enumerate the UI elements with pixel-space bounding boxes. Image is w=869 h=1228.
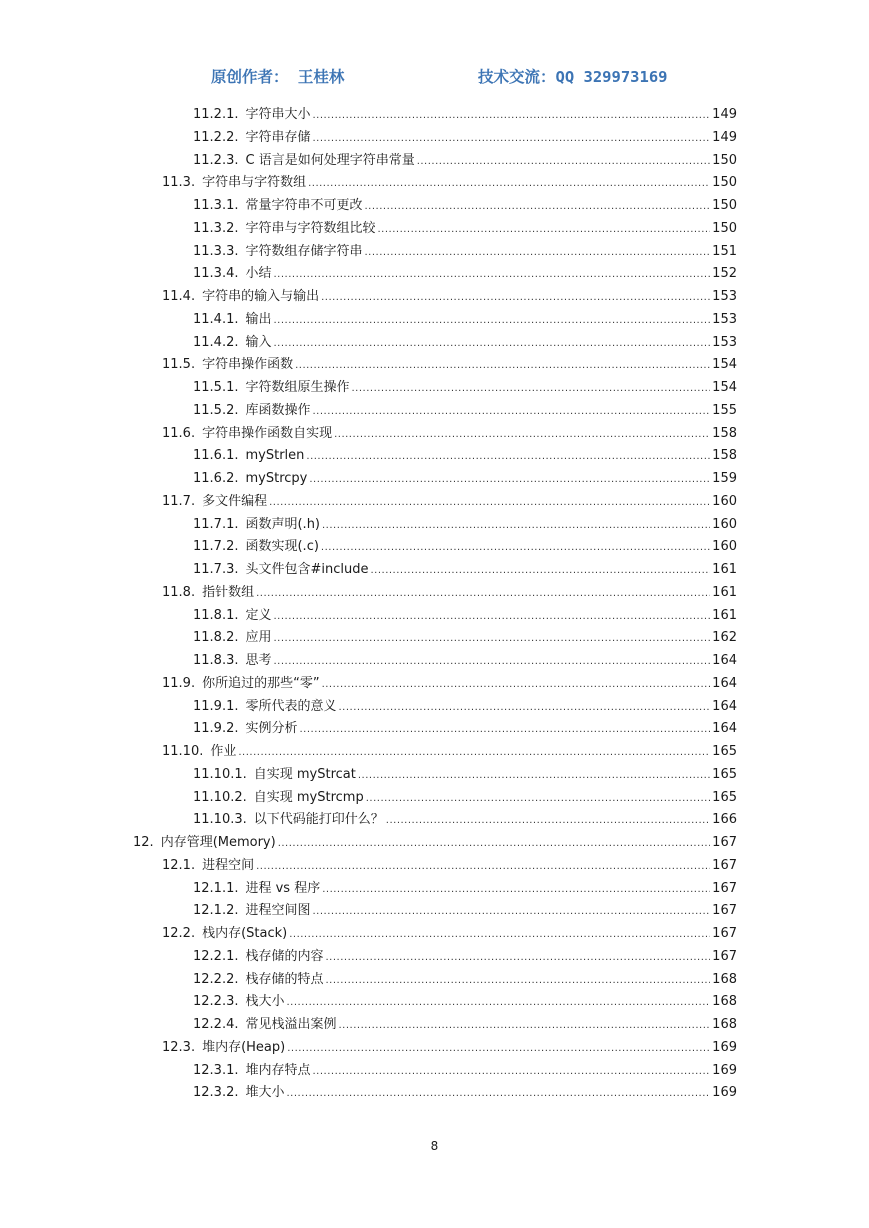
toc-entry[interactable] (193, 445, 737, 467)
toc-entry-number: 11.2.2. (193, 129, 239, 145)
toc-dot-leader (278, 833, 710, 855)
toc-entry-page: 153 (712, 289, 737, 304)
toc-entry-title: 进程空间图 (245, 903, 311, 919)
toc-entry-number: 12.1. (162, 857, 196, 873)
toc-entry-title: 字符串大小 (245, 107, 311, 122)
toc-entry-title: 堆内存(Heap) (202, 1039, 286, 1055)
toc-entry-number: 11.3.4. (193, 266, 239, 282)
toc-entry[interactable] (193, 263, 737, 285)
toc-entry-number: 11.8.3. (193, 653, 239, 668)
toc-entry-title: 输出 (245, 311, 272, 327)
toc-dot-leader (321, 287, 710, 309)
toc-entry[interactable] (193, 104, 737, 126)
toc-entry-page: 168 (712, 1017, 737, 1032)
toc-entry[interactable] (193, 468, 737, 490)
toc-entry-page: 165 (712, 766, 737, 782)
toc-entry-number: 12.3.2. (193, 1085, 239, 1101)
toc-dot-leader (287, 1038, 710, 1060)
toc-entry-number: 11.8.1. (193, 607, 239, 623)
toc-dot-leader (308, 173, 710, 195)
toc-entry-title: 头文件包含#include (245, 562, 369, 577)
toc-entry-title: 进程空间 (202, 857, 255, 873)
toc-entry-page: 169 (712, 1085, 737, 1101)
toc-entry-title: 内存管理(Memory) (160, 835, 276, 850)
toc-entry[interactable] (193, 878, 737, 900)
toc-entry-title: 堆大小 (245, 1085, 285, 1101)
toc-entry-title: 栈存储的特点 (245, 971, 324, 987)
toc-dot-leader (274, 628, 711, 650)
toc-entry-number: 12.3.1. (193, 1062, 239, 1078)
toc-entry-page: 169 (712, 1062, 737, 1078)
toc-dot-leader (322, 515, 710, 537)
toc-entry-title: 字符串与字符数组 (202, 175, 307, 191)
toc-entry[interactable] (162, 855, 737, 877)
toc-entry[interactable] (193, 809, 737, 831)
toc-entry[interactable] (193, 309, 737, 331)
toc-entry-page: 161 (712, 584, 737, 600)
toc-dot-leader (274, 310, 711, 332)
toc-entry-title: 应用 (245, 630, 272, 646)
toc-entry-page: 159 (712, 471, 737, 486)
toc-entry-title: 字符串操作函数自实现 (202, 425, 333, 441)
toc-entry[interactable] (162, 673, 737, 695)
toc-entry-page: 150 (712, 220, 737, 236)
toc-entry-title: 字符串与字符数组比较 (245, 220, 376, 236)
toc-entry-number: 12.3. (162, 1039, 196, 1055)
toc-entry-title: 定义 (245, 607, 272, 623)
toc-entry-page: 160 (712, 516, 737, 532)
toc-entry-page: 166 (712, 812, 737, 828)
toc-entry-page: 167 (712, 857, 737, 873)
toc-entry-number: 11.8.2. (193, 630, 239, 646)
toc-entry-title: 字符串存储 (245, 129, 311, 145)
toc-entry-page: 154 (712, 380, 737, 395)
toc-entry-page: 161 (712, 562, 737, 577)
toc-entry-number: 12.2.4. (193, 1017, 239, 1032)
toc-entry-number: 11.9. (162, 675, 196, 691)
toc-entry-page: 168 (712, 994, 737, 1010)
toc-dot-leader (378, 219, 711, 241)
toc-entry[interactable] (162, 923, 737, 945)
toc-dot-leader (289, 924, 710, 946)
toc-entry-title: 函数实现(.c) (245, 539, 319, 555)
toc-entry[interactable] (193, 991, 737, 1013)
toc-entry[interactable] (162, 423, 737, 445)
toc-entry[interactable] (193, 195, 737, 217)
toc-dot-leader (256, 856, 710, 878)
toc-entry-number: 11.10. (162, 744, 204, 759)
toc-entry-number: 11.6.1. (193, 448, 239, 464)
toc-entry-number: 12.2.2. (193, 971, 239, 987)
toc-entry-number: 11.7.1. (193, 516, 239, 532)
toc-entry-title: 库函数操作 (245, 402, 311, 418)
toc-entry-title: myStrlen (245, 448, 305, 464)
toc-dot-leader (300, 719, 711, 741)
toc-dot-leader (326, 947, 711, 969)
toc-entry[interactable] (193, 332, 737, 354)
toc-entry[interactable] (162, 1037, 737, 1059)
toc-dot-leader (370, 560, 710, 582)
toc-entry-page: 169 (712, 1039, 737, 1055)
toc-entry-page: 164 (712, 721, 737, 737)
toc-entry[interactable] (193, 1082, 737, 1104)
toc-entry-page: 164 (712, 698, 737, 714)
toc-entry[interactable] (193, 764, 737, 786)
toc-entry[interactable] (193, 150, 737, 172)
toc-entry-page: 153 (712, 334, 737, 350)
toc-entry-number: 12.2.1. (193, 948, 239, 964)
toc-entry-number: 11.7.3. (193, 562, 239, 577)
toc-entry-page: 167 (712, 903, 737, 919)
toc-entry-number: 11.3.2. (193, 220, 239, 236)
toc-entry[interactable] (193, 946, 737, 968)
toc-entry-number: 11.6.2. (193, 471, 239, 486)
toc-entry-title: 思考 (245, 653, 272, 668)
toc-entry-page: 155 (712, 402, 737, 418)
toc-entry[interactable] (193, 650, 737, 672)
toc-entry[interactable] (193, 377, 737, 399)
toc-entry-page: 165 (712, 789, 737, 805)
toc-entry-number: 11.5.1. (193, 380, 239, 395)
toc-entry-title: 指针数组 (202, 584, 255, 600)
toc-entry-number: 11.4.1. (193, 311, 239, 327)
toc-entry-page: 167 (712, 926, 737, 941)
toc-dot-leader (366, 788, 710, 810)
toc-entry[interactable] (193, 218, 737, 240)
toc-dot-leader (306, 446, 710, 468)
toc-entry-title: 以下代码能打印什么？ (253, 812, 384, 828)
toc-entry-title: 自实现 myStrcmp (253, 789, 364, 805)
toc-dot-leader (274, 264, 711, 286)
toc-entry-page: 161 (712, 607, 737, 623)
toc-entry-page: 154 (712, 357, 737, 373)
toc-entry-page: 150 (712, 175, 737, 191)
toc-entry-number: 11.9.1. (193, 698, 239, 714)
toc-entry-title: 进程 vs 程序 (245, 880, 321, 896)
toc-entry-title: 字符串的输入与输出 (202, 289, 320, 304)
toc-entry-number: 11.4.2. (193, 334, 239, 350)
toc-dot-leader (339, 697, 711, 719)
toc-entry-page: 162 (712, 630, 737, 646)
toc-entry-title: 你所追过的那些“零” (202, 675, 320, 691)
toc-dot-leader (269, 492, 710, 514)
toc-entry-number: 11.10.1. (193, 766, 247, 782)
toc-entry-page: 167 (712, 880, 737, 896)
toc-entry-title: 作业 (210, 744, 237, 759)
page-number: 8 (430, 1139, 439, 1153)
toc-dot-leader (313, 401, 711, 423)
toc-entry-title: 输入 (245, 334, 272, 350)
toc-entry[interactable] (133, 832, 737, 854)
toc-dot-leader (417, 151, 710, 173)
toc-dot-leader (238, 742, 710, 764)
toc-entry-page: 150 (712, 198, 737, 213)
toc-entry-number: 11.3.1. (193, 198, 239, 213)
toc-entry-page: 164 (712, 675, 737, 691)
toc-dot-leader (339, 1015, 711, 1037)
contact-info: 技术交流：QQ 329973169 (478, 68, 668, 86)
toc-entry-number: 11.8. (162, 584, 196, 600)
toc-entry[interactable] (193, 1060, 737, 1082)
toc-entry[interactable] (193, 241, 737, 263)
toc-dot-leader (313, 901, 711, 923)
toc-dot-leader (326, 970, 711, 992)
toc-entry[interactable] (162, 741, 737, 763)
toc-entry-title: 字符数组存储字符串 (245, 243, 363, 259)
toc-entry-number: 11.7.2. (193, 539, 239, 555)
toc-entry-number: 11.6. (162, 425, 196, 441)
toc-entry-page: 168 (712, 971, 737, 987)
toc-dot-leader (313, 1061, 711, 1083)
toc-entry-number: 12.1.1. (193, 880, 239, 896)
toc-entry-number: 11.9.2. (193, 721, 239, 737)
toc-entry[interactable] (193, 900, 737, 922)
toc-entry[interactable] (193, 559, 737, 581)
toc-dot-leader (358, 765, 710, 787)
toc-entry[interactable] (193, 1014, 737, 1036)
toc-dot-leader (313, 128, 711, 150)
toc-entry-number: 11.3. (162, 175, 196, 191)
toc-entry-number: 12.2.3. (193, 994, 239, 1010)
toc-entry-number: 12. (133, 835, 154, 850)
toc-entry-title: 字符数组原生操作 (245, 380, 350, 395)
toc-dot-leader (352, 378, 711, 400)
toc-entry[interactable] (193, 514, 737, 536)
toc-dot-leader (322, 879, 710, 901)
toc-entry-page: 151 (712, 243, 737, 259)
toc-entry-title: 栈大小 (245, 994, 285, 1010)
toc-entry-title: 多文件编程 (202, 493, 268, 509)
toc-entry-title: 字符串操作函数 (202, 357, 294, 373)
toc-entry-number: 11.2.1. (193, 107, 239, 122)
toc-entry-number: 12.1.2. (193, 903, 239, 919)
toc-entry-page: 167 (712, 835, 737, 850)
toc-entry-number: 11.5. (162, 357, 196, 373)
toc-entry[interactable] (162, 172, 737, 194)
toc-entry[interactable] (162, 491, 737, 513)
toc-dot-leader (321, 537, 710, 559)
toc-entry-page: 165 (712, 744, 737, 759)
toc-dot-leader (386, 810, 710, 832)
toc-entry[interactable] (162, 354, 737, 376)
toc-entry[interactable] (193, 787, 737, 809)
toc-dot-leader (334, 424, 710, 446)
toc-dot-leader (274, 651, 711, 673)
toc-entry-number: 11.5.2. (193, 402, 239, 418)
toc-entry-number: 11.4. (162, 289, 196, 304)
toc-entry[interactable] (193, 605, 737, 627)
toc-entry-page: 164 (712, 653, 737, 668)
toc-entry[interactable] (193, 718, 737, 740)
toc-entry-number: 11.10.3. (193, 812, 247, 828)
toc-entry-title: 栈存储的内容 (245, 948, 324, 964)
toc-entry-title: C 语言是如何处理字符串常量 (245, 152, 415, 168)
toc-entry-title: 零所代表的意义 (245, 698, 337, 714)
toc-dot-leader (287, 992, 711, 1014)
toc-entry-title: 小结 (245, 266, 272, 282)
author-credit: 原创作者： 王桂林 (211, 68, 345, 86)
toc-entry[interactable] (193, 127, 737, 149)
toc-entry-number: 11.10.2. (193, 789, 247, 805)
page-header (0, 63, 869, 89)
toc-dot-leader (256, 583, 710, 605)
toc-entry-title: 实例分析 (245, 721, 298, 737)
toc-entry-page: 152 (712, 266, 737, 282)
toc-entry[interactable] (193, 400, 737, 422)
toc-entry-number: 12.2. (162, 926, 196, 941)
toc-entry-title: 栈内存(Stack) (202, 926, 288, 941)
toc-entry[interactable] (193, 696, 737, 718)
toc-dot-leader (313, 105, 711, 127)
toc-entry-page: 160 (712, 493, 737, 509)
toc-entry-title: 常见栈溢出案例 (245, 1017, 337, 1032)
toc-entry-title: 堆内存特点 (245, 1062, 311, 1078)
toc-entry[interactable] (193, 536, 737, 558)
toc-entry-title: 常量字符串不可更改 (245, 198, 363, 213)
toc-entry-number: 11.3.3. (193, 243, 239, 259)
toc-entry-title: 函数声明(.h) (245, 516, 320, 532)
toc-entry-page: 150 (712, 152, 737, 168)
toc-entry-title: myStrcpy (245, 471, 308, 486)
toc-dot-leader (295, 355, 710, 377)
toc-dot-leader (365, 242, 711, 264)
toc-entry-page: 160 (712, 539, 737, 555)
toc-dot-leader (287, 1083, 711, 1105)
toc-entry[interactable] (162, 286, 737, 308)
toc-dot-leader (274, 606, 711, 628)
toc-entry-title: 自实现 myStrcat (253, 766, 356, 782)
toc-entry-page: 153 (712, 311, 737, 327)
toc-dot-leader (309, 469, 710, 491)
toc-dot-leader (274, 333, 711, 355)
toc-entry-page: 158 (712, 448, 737, 464)
toc-dot-leader (322, 674, 711, 696)
toc-entry-number: 11.2.3. (193, 152, 239, 168)
toc-entry[interactable] (193, 627, 737, 649)
toc-entry-page: 158 (712, 425, 737, 441)
toc-entry-page: 149 (712, 107, 737, 122)
toc-entry-page: 149 (712, 129, 737, 145)
toc-entry[interactable] (162, 582, 737, 604)
toc-entry-number: 11.7. (162, 493, 196, 509)
toc-dot-leader (365, 196, 711, 218)
toc-entry[interactable] (193, 969, 737, 991)
toc-entry-page: 167 (712, 948, 737, 964)
